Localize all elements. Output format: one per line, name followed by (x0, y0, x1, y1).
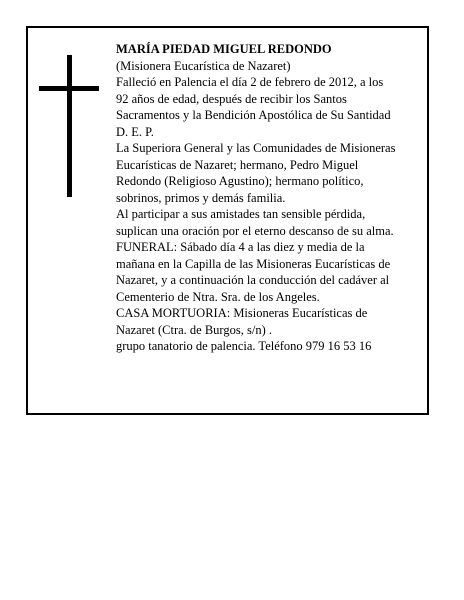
obituary-notice (26, 26, 429, 415)
notice-line: suplican una oración por el eterno descanso de su alma. (116, 223, 394, 238)
notice-line: FUNERAL: Sábado día 4 a las diez y media de la (116, 240, 365, 254)
notice-line: grupo tanatorio de palencia. Teléfono 979 16 53 16 (116, 339, 372, 353)
notice-line: D. E. P. (116, 124, 154, 139)
cross-vertical-bar (67, 55, 72, 197)
notice-line: Falleció en Palencia el día 2 de febrero de 2012, a los (116, 75, 384, 89)
notice-line: Eucarísticas de Nazaret; hermano, Pedro Miguel (116, 157, 359, 172)
notice-line: Redondo (Religioso Agustino); hermano político, (116, 174, 364, 188)
notice-line: sobrinos, primos y demás familia. (116, 190, 286, 205)
notice-line: CASA MORTUORIA: Misioneras Eucarísticas de (116, 306, 368, 320)
notice-text (116, 41, 428, 355)
notice-line: (Misionera Eucarística de Nazaret) (116, 58, 291, 73)
notice-line: Nazaret (Ctra. de Burgos, s/n) . (116, 322, 272, 337)
notice-line: mañana en la Capilla de las Misioneras Eucarísticas de (116, 256, 391, 271)
notice-line: Nazaret, y a continuación la conducción del cadáver al (116, 273, 390, 287)
deceased-name: MARÍA PIEDAD MIGUEL REDONDO (116, 42, 332, 56)
notice-line: 92 años de edad, después de recibir los Santos (116, 91, 347, 106)
notice-line: La Superiora General y las Comunidades de Misioneras (116, 141, 396, 155)
notice-line: Cementerio de Ntra. Sra. de los Angeles. (116, 289, 320, 304)
notice-line: Al participar a sus amistades tan sensible pérdida, (116, 207, 366, 221)
cross-horizontal-bar (39, 86, 99, 91)
notice-line: Sacramentos y la Bendición Apostólica de Su Santidad (116, 108, 391, 122)
